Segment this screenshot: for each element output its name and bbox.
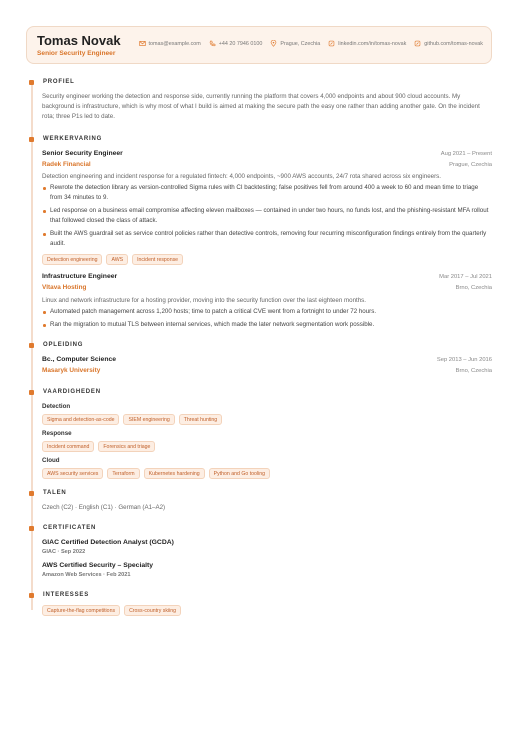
job-bullets [42, 307, 492, 333]
candidate-role: Senior Security Engineer [37, 50, 116, 57]
tag-chip: Incident response [132, 254, 183, 265]
link-icon [328, 40, 335, 47]
mail-icon [139, 40, 146, 47]
job-summary: Detection engineering and incident response for a regulated fintech: 4,000 endpoints, ~900 AWS accounts, 24/7 rota shared across six engineers. [42, 173, 441, 180]
certificate-name: GIAC Certified Detection Analyst (GCDA) [42, 539, 174, 546]
section-marker [29, 491, 34, 496]
skill-chip: Terraform [107, 468, 139, 479]
tag-chip: AWS [106, 254, 128, 265]
section-title: VAARDIGHEDEN [43, 389, 101, 395]
list-item: Automated patch management across 1,200 hosts; time to patch a critical CVE went from a fortnight to under 72 hours. [42, 307, 492, 317]
contact-phone[interactable] [209, 40, 263, 47]
skill-group-title: Detection [42, 403, 71, 410]
list-item: Led response on a business email compromise affecting eleven mailboxes — contained in under two hours, no funds lost, and the phishing-resistant MFA rollout that followed closed the class of attack. [42, 206, 492, 226]
section-title: INTERESSES [43, 592, 90, 598]
section-title: CERTIFICATEN [43, 525, 97, 531]
certificate-detail: GIAC · Sep 2022 [42, 549, 86, 555]
list-item: Rewrote the detection library as version-controlled Sigma rules with CI backtesting; false positives fell from around 400 a week to 60 and mean time to triage from 34 minutes to 9. [42, 183, 492, 203]
section-marker [29, 343, 34, 348]
contact-linkedin-text: linkedin.com/in/tomas-novak [338, 40, 407, 47]
candidate-name: Tomas Novak [37, 33, 121, 48]
education-location: Brno, Czechia [455, 368, 492, 374]
skill-chips [42, 468, 270, 479]
certificate-detail: Amazon Web Services · Feb 2021 [42, 572, 131, 578]
skill-chips [42, 414, 222, 425]
skill-chip: Kubernetes hardening [144, 468, 205, 479]
profile-text: Security engineer working the detection and response side, currently running the platform that covers 4,000 endpoints and about 900 cloud accounts. My background is infrastructure, which is why most of what I build is aimed at making the secure path the easy one rather than adding another gate. On the incident rota; three P1s led to date. [42, 93, 480, 120]
contact-email-text: tomas@example.com [148, 40, 201, 47]
job-summary: Linux and network infrastructure for a hosting provider, moving into the security function over the last eighteen months. [42, 297, 366, 304]
skill-group-title: Cloud [42, 457, 60, 464]
contact-email[interactable] [139, 40, 201, 47]
interest-chip: Capture-the-flag competitions [42, 605, 120, 616]
job-org: Radek Financial [42, 161, 91, 168]
section-title: WERKERVARING [43, 136, 103, 142]
job-date: Mar 2017 – Jul 2021 [439, 274, 492, 280]
job-tags [42, 254, 183, 265]
job-date: Aug 2021 – Present [440, 151, 492, 157]
section-marker [29, 137, 34, 142]
section-title: TALEN [43, 490, 67, 496]
skill-chip: SIEM engineering [123, 414, 174, 425]
education-date: Sep 2013 – Jun 2016 [436, 357, 492, 363]
languages-text: Czech (C2) · English (C1) · German (A1–A2) [42, 504, 166, 511]
section-marker [29, 593, 34, 598]
job-org: Vltava Hosting [42, 284, 87, 291]
skill-chip: Sigma and detection-as-code [42, 414, 119, 425]
job-title: Senior Security Engineer [42, 150, 123, 157]
skill-chip: Incident command [42, 441, 94, 452]
phone-icon [209, 40, 216, 47]
contact-location-text: Prague, Czechia [280, 40, 321, 47]
skill-group-title: Response [42, 430, 72, 437]
education-degree: Bc., Computer Science [42, 356, 117, 363]
link-icon [414, 40, 421, 47]
education-school: Masaryk University [42, 367, 101, 374]
location-icon [270, 40, 277, 47]
skill-chip: Forensics and triage [98, 441, 155, 452]
section-title: OPLEIDING [43, 342, 84, 348]
interest-chips [42, 605, 181, 616]
job-title: Infrastructure Engineer [42, 273, 118, 280]
contact-linkedin[interactable] [328, 40, 406, 47]
section-marker [29, 526, 34, 531]
section-marker [29, 390, 34, 395]
contact-list [139, 40, 483, 47]
job-location: Prague, Czechia [449, 162, 492, 168]
skill-chip: Threat hunting [179, 414, 222, 425]
contact-location [270, 40, 320, 47]
skill-chip: Python and Go tooling [209, 468, 270, 479]
job-location: Brno, Czechia [455, 285, 492, 291]
job-bullets [42, 183, 492, 252]
section-marker [29, 80, 34, 85]
interest-chip: Cross-country skiing [124, 605, 181, 616]
tag-chip: Detection engineering [42, 254, 102, 265]
list-item: Ran the migration to mutual TLS between internal services, which made the later network segmentation work possible. [42, 320, 492, 330]
certificate-name: AWS Certified Security – Specialty [42, 562, 154, 569]
section-title: PROFIEL [43, 79, 75, 85]
contact-github-text: github.com/tomas-novak [424, 40, 483, 47]
list-item: Built the AWS guardrail set as service control policies rather than detective controls, removing four recurring misconfiguration findings entirely from the quarterly audit. [42, 229, 492, 249]
skill-chips [42, 441, 155, 452]
skill-chip: AWS security services [42, 468, 103, 479]
contact-phone-text: +44 20 7946 0100 [218, 40, 263, 47]
contact-github[interactable] [414, 40, 483, 47]
resume-header [26, 26, 492, 64]
